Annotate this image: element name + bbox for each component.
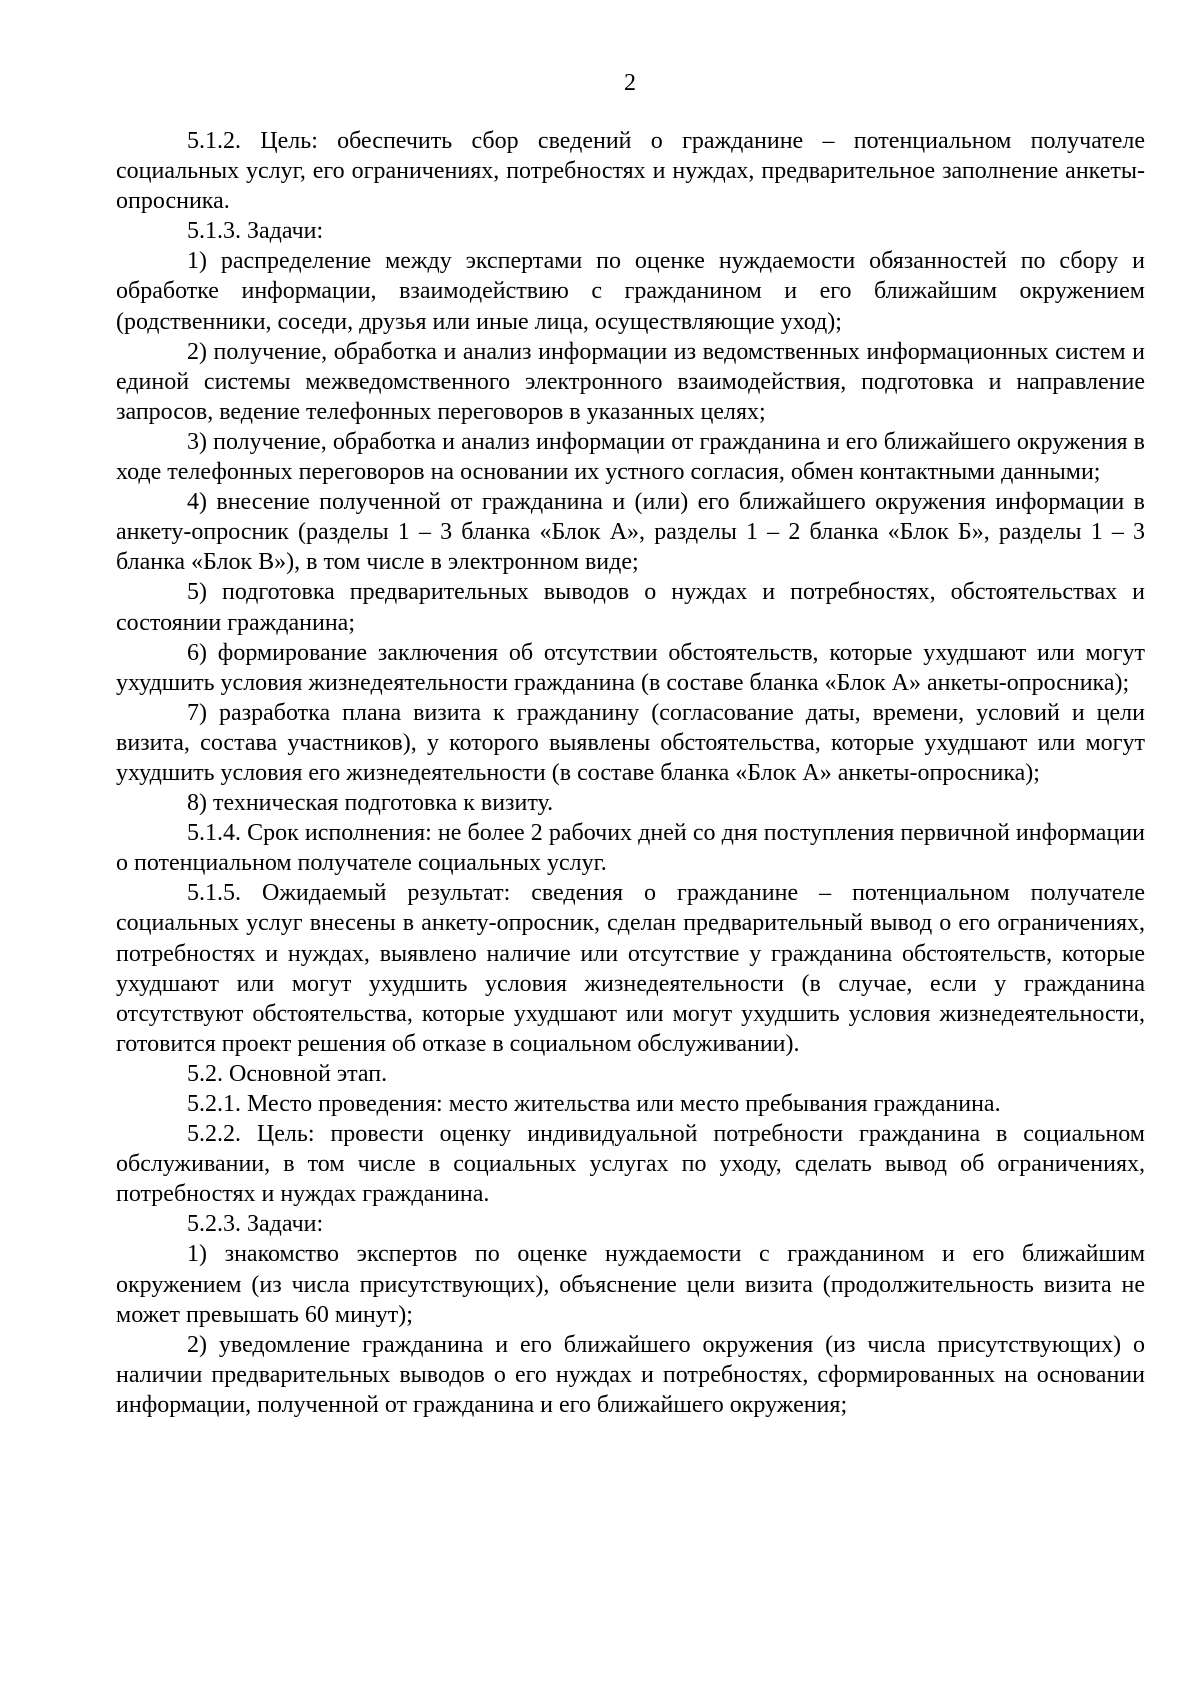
- document-body: [116, 126, 1145, 1420]
- page-number: 2: [624, 70, 636, 96]
- task-item-5: 5) подготовка предварительных выводов о нуждах и потребностях, обстоятельствах и состоянии гражданина;: [116, 579, 1145, 636]
- paragraph-5-2-3-tasks-heading: 5.2.3. Задачи:: [187, 1211, 324, 1238]
- task-item-8: 8) техническая подготовка к визиту.: [187, 790, 554, 817]
- paragraph-5-2-2-goal: 5.2.2. Цель: провести оценку индивидуальной потребности гражданина в социальном обслуживании, в том числе в социальных услугах по уходу, сделать вывод об ограничениях, потребностях и нуждах гражданина.: [116, 1121, 1145, 1208]
- task-item-7: 7) разработка плана визита к гражданину (согласование даты, времени, условий и цели визита, состава участников), у которого выявлены обстоятельства, которые ухудшают или могут ухудшить условия его жизнедеятельности (в составе бланка «Блок А» анкеты-опросника);: [116, 699, 1145, 786]
- main-task-item-2: 2) уведомление гражданина и его ближайшего окружения (из числа присутствующих) о наличии предварительных выводов о его нуждах и потребностях, сформированных на основании информации, полученной от гражданина и его ближайшего окружения;: [116, 1331, 1145, 1418]
- section-5-2-heading: 5.2. Основной этап.: [187, 1060, 388, 1087]
- paragraph-5-1-3-tasks-heading: 5.1.3. Задачи:: [187, 218, 324, 245]
- main-task-item-1: 1) знакомство экспертов по оценке нуждаемости с гражданином и его ближайшим окружением (из числа присутствующих), объяснение цели визита (продолжительность визита не может превышать 60 минут);: [116, 1241, 1145, 1328]
- task-item-2: 2) получение, обработка и анализ информации из ведомственных информационных систем и единой системы межведомственного электронного взаимодействия, подготовка и направление запросов, ведение телефонных переговоров в указанных целях;: [116, 338, 1145, 425]
- paragraph-5-2-1-location: 5.2.1. Место проведения: место жительства или место пребывания гражданина.: [187, 1091, 1001, 1117]
- paragraph-5-1-5-expected-result: 5.1.5. Ожидаемый результат: сведения о гражданине – потенциальном получателе социальных услуг внесены в анкету-опросник, сделан предварительный вывод о его ограничениях, потребностях и нуждах, выявлено наличие или отсутствие у гражданина обстоятельств, которые ухудшают или могут ухудшить условия жизнедеятельности (в случае, если у гражданина отсутствуют обстоятельства, которые ухудшают или могут ухудшить условия жизнедеятельности, готовится проект решения об отказе в социальном обслуживании).: [116, 880, 1145, 1057]
- paragraph-5-1-2-goal: 5.1.2. Цель: обеспечить сбор сведений о гражданине – потенциальном получателе социальных услуг, его ограничениях, потребностях и нуждах, предварительное заполнение анкеты-опросника.: [116, 128, 1145, 215]
- paragraph-5-1-4-deadline: 5.1.4. Срок исполнения: не более 2 рабочих дней со дня поступления первичной информации о потенциальном получателе социальных услуг.: [116, 820, 1145, 877]
- task-item-4: 4) внесение полученной от гражданина и (или) его ближайшего окружения информации в анкету-опросник (разделы 1 – 3 бланка «Блок А», разделы 1 – 2 бланка «Блок Б», разделы 1 – 3 бланка «Блок В»), в том числе в электронном виде;: [116, 489, 1145, 576]
- task-item-6: 6) формирование заключения об отсутствии обстоятельств, которые ухудшают или могут ухудшить условия жизнедеятельности гражданина (в составе бланка «Блок А» анкеты-опросника);: [116, 639, 1145, 696]
- task-item-1: 1) распределение между экспертами по оценке нуждаемости обязанностей по сбору и обработке информации, взаимодействию с гражданином и его ближайшим окружением (родственники, соседи, друзья или иные лица, осуществляющие уход);: [116, 248, 1145, 335]
- task-item-3: 3) получение, обработка и анализ информации от гражданина и его ближайшего окружения в ходе телефонных переговоров на основании их устного согласия, обмен контактными данными;: [116, 428, 1145, 486]
